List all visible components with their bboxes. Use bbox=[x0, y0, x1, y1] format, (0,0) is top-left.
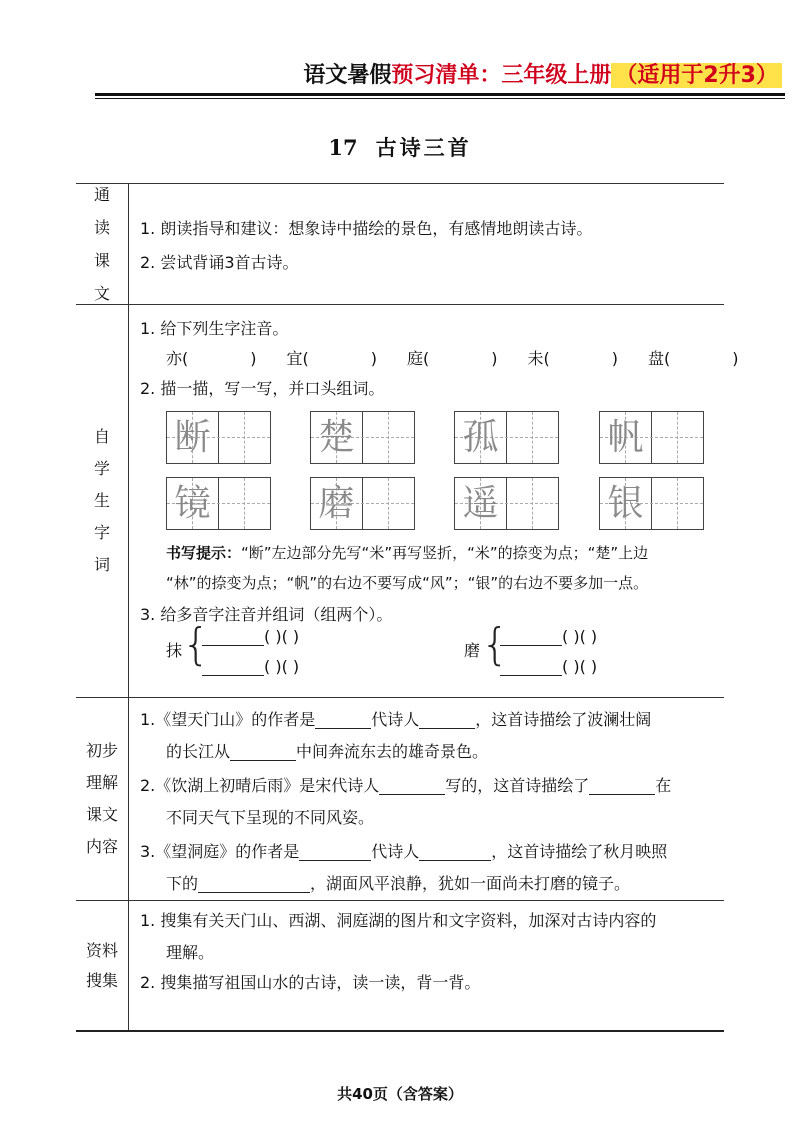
label-char: 自 bbox=[93, 427, 110, 446]
understand-line-1 bbox=[140, 704, 651, 736]
header-part2: 预习清单：三年级上册 bbox=[391, 63, 612, 88]
trace-char: 帆 bbox=[607, 417, 644, 458]
label-text: 资料 bbox=[85, 940, 118, 960]
pinyin-blank[interactable] bbox=[202, 625, 264, 646]
collect-line-1: 1. 搜集有关天门山、西湖、洞庭湖的图片和文字资料，加深对古诗内容的 bbox=[140, 911, 657, 930]
section-collect bbox=[76, 901, 724, 1032]
writing-grid[interactable] bbox=[454, 411, 559, 464]
poly-char-1: 抹 bbox=[166, 641, 183, 660]
read-item-2: 2. 尝试背诵3首古诗。 bbox=[140, 253, 299, 272]
text: ，这首诗描绘了波澜壮阔 bbox=[475, 710, 652, 729]
page-footer: 共40页（含答案） bbox=[337, 1085, 463, 1103]
pinyin-char: 亦( bbox=[166, 349, 189, 368]
poly-row bbox=[202, 621, 299, 653]
q1-text: 1. 给下列生字注音。 bbox=[140, 319, 289, 338]
section-read bbox=[76, 183, 724, 305]
label-text: 初步 bbox=[85, 741, 118, 760]
q3-text: 3. 给多音字注音并组词（组两个）。 bbox=[140, 605, 393, 624]
text: ，湖面风平浪静，犹如一面尚未打磨的镜子。 bbox=[310, 874, 631, 893]
tip-label: 书写提示： bbox=[166, 544, 242, 562]
label-char: 文 bbox=[93, 283, 110, 303]
read-item-1: 1. 朗读指导和建议：想象诗中描绘的景色，有感情地朗读古诗。 bbox=[140, 219, 593, 238]
paren-pair: ( )( ) bbox=[562, 657, 598, 676]
section-read-label bbox=[76, 183, 129, 304]
q2-text: 2. 描一描，写一写，并口头组词。 bbox=[140, 379, 385, 398]
writing-grid[interactable] bbox=[310, 477, 415, 530]
writing-grid[interactable] bbox=[310, 411, 415, 464]
label-char: 学 bbox=[93, 459, 110, 478]
lesson-title bbox=[0, 132, 800, 162]
answer-blank[interactable] bbox=[589, 774, 655, 795]
pinyin-char: 未( bbox=[527, 349, 550, 368]
writing-grid[interactable] bbox=[599, 477, 704, 530]
answer-blank[interactable] bbox=[230, 740, 296, 761]
brace: { bbox=[481, 619, 509, 670]
writing-grid[interactable] bbox=[166, 477, 271, 530]
text: 写的，这首诗描绘了 bbox=[445, 776, 590, 795]
label-char: 课 bbox=[93, 250, 110, 270]
trace-char: 镜 bbox=[174, 483, 211, 524]
poly-row bbox=[202, 651, 299, 683]
writing-tip-line2: “林”的捺变为点；“帆”的右边不要写成“风”；“银”的右边不要多加一点。 bbox=[166, 574, 649, 592]
label-text: 搜集 bbox=[85, 970, 118, 990]
paren-pair: ( )( ) bbox=[562, 627, 598, 646]
section-understand-label bbox=[76, 698, 129, 900]
page-header bbox=[303, 58, 782, 89]
text: 代诗人 bbox=[371, 842, 420, 861]
writing-grid[interactable] bbox=[166, 411, 271, 464]
answer-blank[interactable] bbox=[315, 708, 371, 729]
understand-line-3 bbox=[140, 770, 671, 802]
paren-close: ) bbox=[611, 349, 618, 368]
section-characters-label bbox=[76, 305, 129, 697]
paren-close: ) bbox=[732, 349, 739, 368]
text: 中间奔流东去的雄奇景色。 bbox=[296, 742, 489, 761]
understand-line-2 bbox=[166, 736, 488, 768]
section-characters bbox=[76, 305, 739, 698]
paren-pair: ( )( ) bbox=[264, 657, 300, 676]
label-char: 生 bbox=[93, 491, 110, 510]
answer-blank[interactable] bbox=[198, 872, 310, 893]
header-part1: 语文暑假 bbox=[303, 63, 392, 88]
trace-char: 遥 bbox=[462, 483, 499, 524]
answer-blank[interactable] bbox=[419, 708, 475, 729]
writing-grid[interactable] bbox=[599, 411, 704, 464]
writing-grid[interactable] bbox=[454, 477, 559, 530]
pinyin-row bbox=[166, 343, 739, 375]
answer-blank[interactable] bbox=[299, 840, 371, 861]
text: 的长江从 bbox=[166, 742, 231, 761]
section-collect-label bbox=[76, 901, 129, 1030]
text: 代诗人 bbox=[371, 710, 420, 729]
poly-char-2: 磨 bbox=[464, 641, 481, 660]
trace-char: 磨 bbox=[318, 483, 355, 524]
lesson-number: 17 bbox=[328, 135, 358, 160]
writing-tip-line1 bbox=[166, 537, 648, 569]
pinyin-char: 盘( bbox=[648, 349, 671, 368]
pinyin-char: 宜( bbox=[286, 349, 309, 368]
pinyin-blank[interactable] bbox=[500, 625, 562, 646]
understand-line-4: 不同天气下呈现的不同风姿。 bbox=[166, 808, 375, 827]
label-char: 字 bbox=[93, 523, 110, 542]
label-char: 词 bbox=[93, 555, 110, 574]
text: 1.《望天门山》的作者是 bbox=[140, 710, 316, 729]
header-part3: （适用于2升3） bbox=[611, 63, 782, 88]
pinyin-blank[interactable] bbox=[500, 655, 562, 676]
paren-pair: ( )( ) bbox=[264, 627, 300, 646]
text: 在 bbox=[655, 776, 672, 795]
header-rule-thin bbox=[95, 98, 785, 99]
trace-char: 孤 bbox=[462, 417, 499, 458]
text: 3.《望洞庭》的作者是 bbox=[140, 842, 300, 861]
paren-close: ) bbox=[370, 349, 377, 368]
trace-char: 银 bbox=[607, 483, 644, 524]
poly-row bbox=[500, 651, 597, 683]
understand-line-5 bbox=[140, 836, 667, 868]
paren-close: ) bbox=[250, 349, 257, 368]
label-text: 理解 bbox=[85, 773, 118, 792]
text: 2.《饮湖上初晴后雨》是宋代诗人 bbox=[140, 776, 380, 795]
text: 下的 bbox=[166, 874, 199, 893]
header-rule-thick bbox=[95, 93, 785, 96]
pinyin-blank[interactable] bbox=[202, 655, 264, 676]
collect-line-2: 理解。 bbox=[166, 943, 215, 962]
pinyin-char: 庭( bbox=[407, 349, 430, 368]
label-char: 读 bbox=[93, 217, 110, 237]
text: ，这首诗描绘了秋月映照 bbox=[491, 842, 668, 861]
tip-text: “断”左边部分先写“米”再写竖折，“米”的捺变为点；“楚”上边 bbox=[241, 544, 649, 562]
label-text: 内容 bbox=[85, 837, 118, 856]
brace: { bbox=[182, 619, 210, 670]
trace-char: 楚 bbox=[318, 417, 355, 458]
poly-row bbox=[500, 621, 597, 653]
collect-line-3: 2. 搜集描写祖国山水的古诗，读一读，背一背。 bbox=[140, 973, 481, 992]
answer-blank[interactable] bbox=[419, 840, 491, 861]
section-understand bbox=[76, 698, 724, 901]
understand-line-6 bbox=[166, 868, 630, 900]
lesson-name: 古诗三首 bbox=[375, 135, 472, 160]
label-text: 课文 bbox=[85, 805, 118, 824]
answer-blank[interactable] bbox=[379, 774, 445, 795]
paren-close: ) bbox=[491, 349, 498, 368]
trace-char: 断 bbox=[174, 417, 211, 458]
label-char: 通 bbox=[93, 184, 110, 204]
